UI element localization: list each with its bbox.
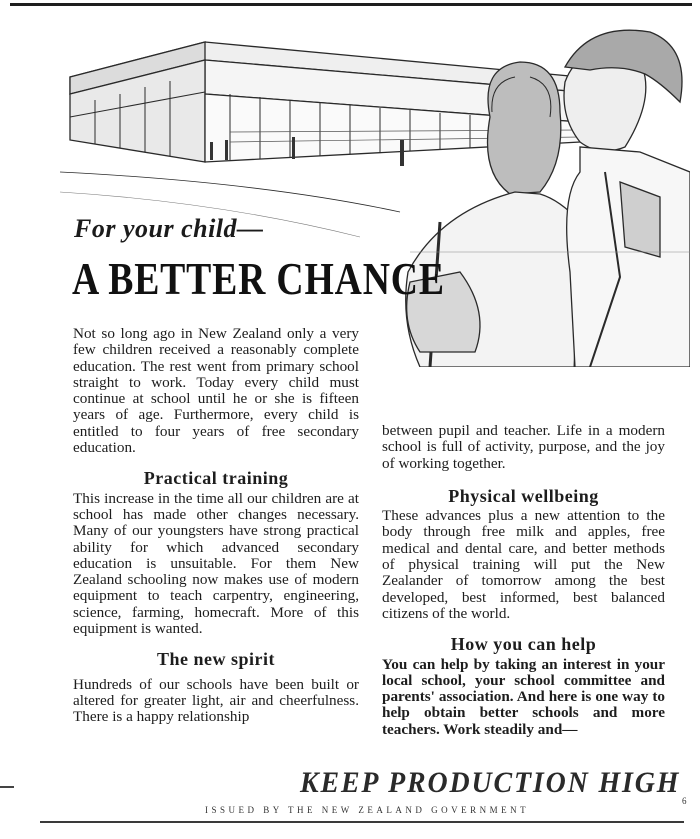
new-spirit-heading: The new spirit bbox=[156, 649, 275, 670]
bottom-rule bbox=[40, 821, 684, 823]
physical-wellbeing-paragraph: These advances plus a new attention to the body through free milk and apples, free medical and dental care, and better methods of physical training will put the New Zealander of tomorrow among the best developed, best informed, best balanced citizens of the world. bbox=[382, 507, 665, 622]
how-you-can-help-paragraph: You can help by taking an interest in your local school, your school committee and parents' association. And here is one way to help obtain better schools and more teachers. Work steadily and— bbox=[382, 655, 665, 738]
practical-training-heading: Practical training bbox=[143, 468, 289, 489]
left-column bbox=[73, 326, 359, 726]
school-and-children-illustration bbox=[60, 22, 690, 367]
margin-mark bbox=[0, 786, 14, 788]
ad-tagline: For your child— bbox=[74, 214, 264, 243]
intro-paragraph: Not so long ago in New Zealand only a very few children received a reasonably complete education. The rest went from primary school straight to work. Today every child must continue at school until he or she is fifteen years of age. Furthermore, every child is entitled to four years of free secondary education. bbox=[73, 325, 359, 457]
top-rule bbox=[10, 3, 692, 6]
new-spirit-continued-paragraph: between pupil and teacher. Life in a modern school is full of activity, purpose, and the joy of working together. bbox=[382, 422, 665, 472]
ad-headline: A BETTER CHANCE bbox=[72, 253, 445, 304]
new-spirit-paragraph: Hundreds of our schools have been built or altered for greater light, air and cheerfulness. There is a happy relationship bbox=[73, 675, 359, 726]
how-you-can-help-heading: How you can help bbox=[450, 634, 597, 655]
page-number: 6 bbox=[682, 796, 687, 806]
right-column bbox=[382, 423, 665, 738]
issued-by-line: ISSUED BY THE NEW ZEALAND GOVERNMENT bbox=[205, 805, 530, 815]
practical-training-paragraph: This increase in the time all our children are at school has made other changes necessary. Many of our youngsters have strong practical ability for which advanced secondary education is unsuitable. For them New Zealand schooling now makes use of modern equipment to teach carpentry, engineering, science, farming, homecraft. More of this equipment is wanted. bbox=[73, 489, 359, 638]
slogan: KEEP PRODUCTION HIGH bbox=[300, 766, 681, 799]
physical-wellbeing-heading: Physical wellbeing bbox=[448, 485, 599, 506]
